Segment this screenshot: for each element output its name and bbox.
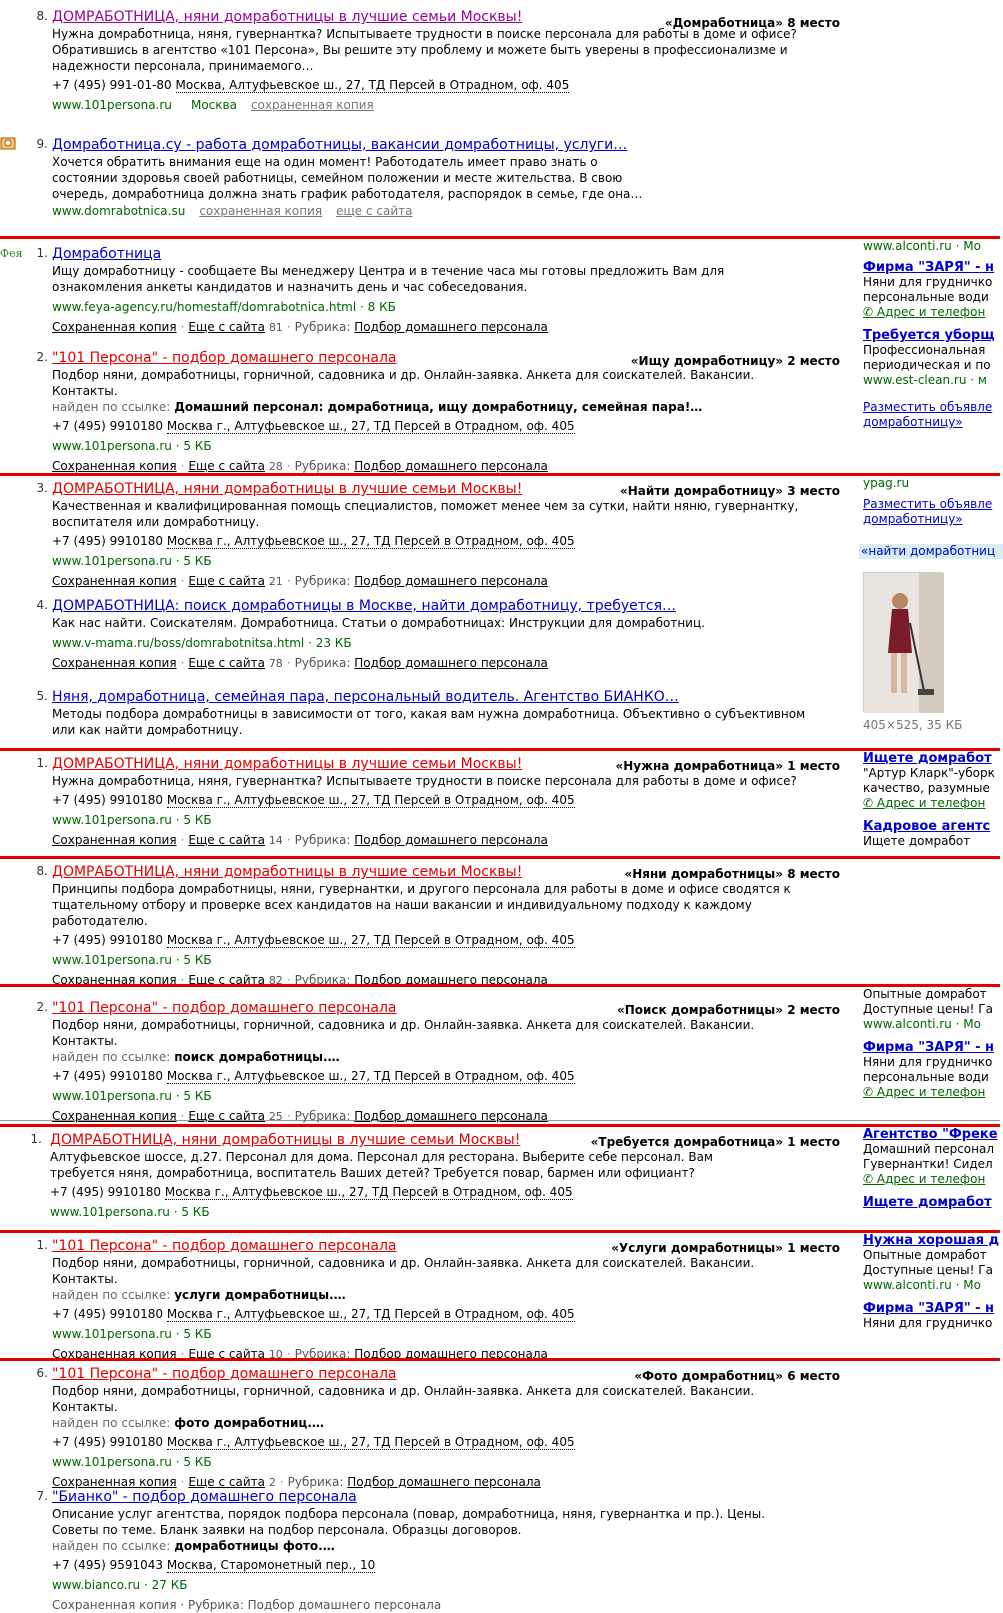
result-title-link[interactable]: ДОМРАБОТНИЦА: поиск домработницы в Москве, найти домработницу, требуется… [52,598,677,614]
result-url-row: www.101persona.ru · 5 КБ [52,1455,212,1469]
result-url[interactable]: www.101persona.ru [52,953,172,967]
rubric-label: Рубрика: [287,1475,344,1489]
address-link[interactable]: Москва г., Алтуфьевское ш., 27, ТД Персей в Отрадном, оф. 405 [164,1185,573,1199]
ad-text: периодическая и по [863,358,991,372]
phone: +7 (495) 9910180 [52,793,164,807]
result-links: Сохраненная копия · Еще с сайта 28 · Рубрика: Подбор домашнего персонала [52,459,548,473]
phone: +7 (495) 9910180 [52,1069,164,1083]
result-url[interactable]: www.101persona.ru [52,439,172,453]
result-contact [52,1434,860,1450]
phone: +7 (495) 9910180 [50,1185,162,1199]
ad-text: Няни для грудничко [863,1055,993,1069]
position-badge: «Нужна домработница» 1 место [615,759,840,773]
ad-url[interactable]: www.alconti.ru · Мо [863,1017,981,1031]
more-from-site-link[interactable]: Еще с сайта [188,833,265,847]
address-link[interactable]: Москва г., Алтуфьевское ш., 27, ТД Персей в Отрадном, оф. 405 [166,1435,575,1449]
result-url-row: www.101persona.ru · 5 КБ [52,439,212,453]
results-block-1 [0,0,1000,236]
result-url[interactable]: www.101persona.ru [52,1089,172,1103]
position-badge: «Поиск домработницы» 2 место [616,1003,840,1017]
page-size: 5 КБ [183,439,212,453]
result-url-row: www.bianco.ru · 27 КБ [52,1578,188,1592]
more-count: 25 [268,1110,283,1123]
found-by-link [52,1538,860,1554]
result-links: Сохраненная копия · Еще с сайта 14 · Рубрика: Подбор домашнего персонала [52,833,548,847]
ad-column [863,1233,1003,1331]
more-from-site-link[interactable]: Еще с сайта [188,1109,265,1123]
region: Москва [190,98,237,112]
result-snippet: Подбор няни, домработницы, горничной, садовника и др. Онлайн-заявка. Анкета для соискателей. Вакансии. Контакты. [52,1256,755,1286]
ad-title[interactable]: Требуется уборщ [863,328,995,343]
phone: +7 (495) 9910180 [52,419,164,433]
cached-copy-link[interactable]: Сохраненная копия [52,656,177,670]
ad-title[interactable]: Кадровое агентс [863,819,991,834]
more-from-site-link[interactable]: Еще с сайта [188,574,265,588]
image-thumbnail[interactable] [863,572,943,712]
result-url[interactable]: www.domrabotnica.su [52,204,186,218]
result-contact [52,418,860,434]
page-size: 5 КБ [183,1327,212,1341]
found-label: найден по ссылке: [52,1288,171,1302]
phone-icon: ✆ [863,305,874,319]
result-title-link[interactable]: ДОМРАБОТНИЦА, няни домработницы в лучшие семьи Москвы! [52,864,523,880]
more-from-site-link[interactable]: Еще с сайта [188,656,265,670]
result-url-row [52,97,860,113]
ad-title[interactable]: Ищете домработ [863,751,992,766]
result-number: 6. [36,1366,48,1380]
result-url[interactable]: www.v-mama.ru/boss/domrabotnitsa.html [52,636,305,650]
rubric-link[interactable]: Подбор домашнего персонала [354,656,548,670]
result-contact [52,533,860,549]
results-block-6 [0,984,1000,1121]
ad-text: Опытные домработ [863,1248,987,1262]
result-title-link[interactable]: "101 Персона" - подбор домашнего персонала [52,350,397,366]
ad-text: Ищете домработ [863,834,971,848]
address-link[interactable]: Москва, Алтуфьевское ш., 27, ТД Персей в Отрадном, оф. 405 [175,78,570,92]
position-badge: «Требуется домработница» 1 место [590,1135,840,1149]
rubric-link[interactable]: Подбор домашнего персонала [354,1109,548,1123]
result-contact [50,1184,860,1200]
result-snippet: Методы подбора домработницы в зависимости от того, какая вам нужна домработница. Объективно о субъективном или как найти домработницу. [52,707,806,737]
ad-text: Опытные домработ [863,987,987,1001]
page-size: 5 КБ [183,554,212,568]
result-snippet: Нужна домработница, няня, гувернантка? Испытываете трудности в поиске персонала для работы в доме и офисе? Обратившись в агентство «101 Персона», Вы решите эту проблему и можете быть уверены в профессионализме и надежности персонала, принимаемого… [52,27,797,73]
page-size: 23 КБ [315,636,352,650]
ad-contact-label: Адрес и телефон [876,1085,986,1099]
found-text: фото домработниц.… [174,1416,324,1430]
ad-text: Няни для грудничко [863,275,993,289]
found-label: найден по ссылке: [52,1416,171,1430]
cached-copy-link[interactable]: сохраненная копия [250,98,374,112]
more-count: 14 [268,834,283,847]
more-count: 82 [268,974,283,987]
result-title-link[interactable]: "101 Персона" - подбор домашнего персонала [52,1238,397,1254]
result-contact [52,1557,860,1573]
address-link[interactable]: Москва г., Алтуфьевское ш., 27, ТД Персей в Отрадном, оф. 405 [166,793,575,807]
more-from-site-link[interactable]: Еще с сайта [188,1347,265,1361]
address-link[interactable]: Москва г., Алтуфьевское ш., 27, ТД Персей в Отрадном, оф. 405 [166,1307,575,1321]
result-number: 1. [36,756,48,770]
ad-text: персональные води [863,290,989,304]
phone: +7 (495) 9910180 [52,1307,164,1321]
phone: +7 (495) 9910180 [52,933,164,947]
result-url-row: www.101persona.ru · 5 КБ [50,1205,210,1219]
ad-url[interactable]: ypag.ru [863,476,910,490]
result-snippet: Алтуфьевское шоссе, д.27. Персонал для дома. Персонал для ресторана. Выберите себе персонал. Вам требуется няня, домработница, воспитатель Ваших детей? Требуется повар, бармен или официант? [50,1150,713,1180]
result-number: 8. [36,9,48,23]
cached-copy-link[interactable]: Сохраненная копия [52,833,177,847]
rubric-link[interactable]: Подбор домашнего персонала [354,833,548,847]
cached-copy-link[interactable]: Сохраненная копия [52,973,177,987]
found-by-link [52,1287,860,1303]
result-snippet: Хочется обратить внимания еще на один момент! Работодатель имеет право знать о состоянии здоровья своей работницы, семейном положении и месте жительства. В свою очередь, домработница должна знать график работодателя, распорядок в семье, где она… [52,155,643,201]
address-link[interactable]: Москва г., Алтуфьевское ш., 27, ТД Персей в Отрадном, оф. 405 [166,933,575,947]
result-title-link[interactable]: ДОМРАБОТНИЦА, няни домработницы в лучшие семьи Москвы! [52,481,523,497]
search-result [0,1488,860,1613]
found-text: услуги домработницы.… [174,1288,346,1302]
found-by-link [52,1415,860,1431]
ad-title[interactable]: Ищете домработ [863,1195,992,1210]
svg-text:Фея: Фея [0,247,23,260]
results-block-5 [0,856,1000,987]
result-url-row: www.101persona.ru · 5 КБ [52,953,212,967]
ad-contact-link[interactable] [863,796,1003,811]
more-count: 28 [268,460,283,473]
search-result [0,136,860,219]
more-from-site-link[interactable]: еще с сайта [336,204,413,218]
place-ad-link[interactable]: Разместить объявле [863,400,993,414]
page-size: 5 КБ [181,1205,210,1219]
more-from-site-link[interactable]: Еще с сайта [188,1475,265,1489]
result-number: 2. [36,1000,48,1014]
more-count: 21 [268,575,283,588]
ad-title[interactable]: Фирма "ЗАРЯ" - н [863,1040,995,1055]
result-snippet: Подбор няни, домработницы, горничной, садовника и др. Онлайн-заявка. Анкета для соискателей. Вакансии. Контакты. [52,368,755,398]
ad-title[interactable]: Агентство "Фреке [863,1127,998,1142]
result-url[interactable]: www.101persona.ru [52,1327,172,1341]
address-link[interactable]: Москва г., Алтуфьевское ш., 27, ТД Персей в Отрадном, оф. 405 [166,1069,575,1083]
result-title-link[interactable]: Няня, домработница, семейная пара, персональный водитель. Агентство БИАНКО… [52,689,679,705]
rubric-label: Рубрика: [294,574,351,588]
place-ad-link-2[interactable]: домработницу» [863,512,963,526]
result-snippet: Принципы подбора домработницы, няни, гувернантки, и другого персонала для работы в доме и офисе сводятся к тщательному отбору и проверке всех кандидатов на наши вакансии и индивидуальному подходу к каждому работодателю. [52,882,791,928]
cached-copy-link[interactable]: сохраненная копия [199,204,323,218]
result-number: 1. [36,246,48,260]
maid-vacuum-photo-icon [864,573,944,713]
result-snippet: Нужна домработница, няня, гувернантка? Испытываете трудности в поиске персонала для работы в доме и офисе? [52,774,797,788]
results-block-9 [0,1358,1000,1612]
result-url-row: www.101persona.ru · 5 КБ [52,1327,212,1341]
address-link[interactable]: Москва г., Алтуфьевское ш., 27, ТД Персей в Отрадном, оф. 405 [166,534,575,548]
result-links: Сохраненная копия · Еще с сайта 81 · Рубрика: Подбор домашнего персонала [52,320,548,334]
more-from-site-link[interactable]: Еще с сайта [188,320,265,334]
found-by-link [52,399,860,415]
result-links: Сохраненная копия · Еще с сайта 10 · Рубрика: Подбор домашнего персонала [52,1347,548,1361]
address-link[interactable]: Москва, Старомонетный пер., 10 [166,1558,376,1572]
result-number: 7. [36,1489,48,1503]
rubric-label: Рубрика: [294,320,351,334]
ad-text: персональные води [863,1070,989,1084]
found-text: Домашний персонал: домработница, ищу домработницу, семейная пара!… [174,400,703,414]
ad-title[interactable]: Фирма "ЗАРЯ" - н [863,1301,995,1316]
position-badge: «Домработница» 8 место [664,16,840,30]
phone-icon: ✆ [863,1085,874,1099]
ad-text: Домашний персонал [863,1142,995,1156]
results-block-8 [0,1230,1000,1361]
ad-text: Профессиональная [863,343,986,357]
result-number: 1. [30,1132,42,1146]
result-snippet: Качественная и квалифицированная помощь специалистов, поможет менее чем за сутки, найти няню, гувернантку, воспитателя или домработницу. [52,499,799,529]
image-results-header[interactable]: «найти домработниц [859,544,1003,559]
result-title-link[interactable]: ДОМРАБОТНИЦА, няни домработницы в лучшие семьи Москвы! [50,1132,521,1148]
result-url-row: www.feya-agency.ru/homestaff/domrabotnica.html · 8 КБ [52,300,396,314]
cached-copy-link[interactable]: Сохраненная копия [52,1475,177,1489]
results-block-2 [0,236,1000,473]
page-size: 5 КБ [183,813,212,827]
rubric-link[interactable]: Подбор домашнего персонала [354,459,548,473]
phone: +7 (495) 9591043 [52,1558,164,1572]
result-title-link[interactable]: "101 Персона" - подбор домашнего персонала [52,1366,397,1382]
search-result [0,597,860,672]
result-number: 3. [36,481,48,495]
ad-contact-link[interactable] [863,1172,1003,1187]
ad-text: Доступные цены! Га [863,1263,993,1277]
page-size: 27 КБ [151,1578,188,1592]
ad-column [863,987,1003,1100]
result-title-link[interactable]: "Бианко" - подбор домашнего персонала [52,1489,357,1505]
page-size: 5 КБ [183,1455,212,1469]
page-size: 5 КБ [183,953,212,967]
result-title-link[interactable]: Домработница.су - работа домработницы, вакансии домработницы, услуги… [52,137,628,153]
ad-contact-link[interactable] [863,1085,1003,1100]
image-caption: 405×525, 35 КБ [863,718,963,732]
result-snippet: Как нас найти. Соискателям. Домработница. Статьи о домработницах: Инструкции для домработниц. [52,616,705,630]
result-number: 1. [36,1238,48,1252]
cached-copy-link[interactable]: Сохраненная копия [52,320,177,334]
result-links: Сохраненная копия · Еще с сайта 78 · Рубрика: Подбор домашнего персонала [52,656,548,670]
rubric-link[interactable]: Подбор домашнего персонала [354,320,548,334]
results-block-3 [0,473,1000,748]
result-number: 5. [36,689,48,703]
rubric-label: Рубрика: [294,656,351,670]
ad-column [863,239,1003,430]
ad-contact-label: Адрес и телефон [876,796,986,810]
result-snippet: Подбор няни, домработницы, горничной, садовника и др. Онлайн-заявка. Анкета для соискателей. Вакансии. Контакты. [52,1384,755,1414]
search-result [0,688,860,738]
result-snippet: Подбор няни, домработницы, горничной, садовника и др. Онлайн-заявка. Анкета для соискателей. Вакансии. Контакты. [52,1018,755,1048]
more-count: 78 [268,657,283,670]
phone-icon: ✆ [863,796,874,810]
result-url[interactable]: www.101persona.ru [52,98,172,112]
ad-url[interactable]: www.alconti.ru · Мо [863,1278,981,1292]
cached-copy-link[interactable]: Сохраненная копия [52,459,177,473]
ad-title[interactable]: Нужна хорошая д [863,1233,1000,1248]
rubric-label: Рубрика: [294,1347,351,1361]
found-label: найден по ссылке: [52,1539,171,1553]
more-count: 2 [268,1476,276,1489]
address-link[interactable]: Москва г., Алтуфьевское ш., 27, ТД Персей в Отрадном, оф. 405 [166,419,575,433]
ad-contact-label: Адрес и телефон [876,1172,986,1186]
more-from-site-link[interactable]: Еще с сайта [188,973,265,987]
ad-contact-link[interactable] [863,305,1003,320]
found-by-link [52,1049,860,1065]
result-url-row: www.101persona.ru · 5 КБ [52,554,212,568]
result-url-row: www.101persona.ru · 5 КБ [52,1089,212,1103]
rubric-link[interactable]: Подбор домашнего персонала [354,1347,548,1361]
phone-icon: ✆ [863,1172,874,1186]
result-title-link[interactable]: "101 Персона" - подбор домашнего персонала [52,1000,397,1016]
more-from-site-link[interactable]: Еще с сайта [188,459,265,473]
position-badge: «Найти домработницу» 3 место [620,484,840,498]
found-label: найден по ссылке: [52,1050,171,1064]
position-badge: «Няни домработницы» 8 место [624,867,840,881]
more-count: 81 [268,321,283,334]
place-ad-link-2[interactable]: домработницу» [863,415,963,429]
ad-text: Доступные цены! Га [863,1002,993,1016]
phone: +7 (495) 991-01-80 [52,78,172,92]
result-number: 4. [36,598,48,612]
result-snippet: Описание услуг агентства, порядок подбора персонала (повар, домработница, няня, гувернантка и пр.). Цены. Советы по теме. Бланк заявки на подбор персонала. Образцы договоров. [52,1507,766,1537]
result-links: Сохраненная копия · Еще с сайта 2 · Рубрика: Подбор домашнего персонала [52,1475,541,1489]
result-links: Сохраненная копия · Еще с сайта 21 · Рубрика: Подбор домашнего персонала [52,574,548,588]
result-snippet: Ищу домработницу - сообщаете Вы менеджеру Центра и в течение часа мы готовы предложить Вам для ознакомления анкеты кандидатов и назначить день и час собеседования. [52,264,725,294]
cached-copy-link[interactable]: Сохраненная копия [52,574,177,588]
rubric-link[interactable]: Подбор домашнего персонала [354,574,548,588]
page-size: 5 КБ [183,1089,212,1103]
ad-column [863,751,1003,849]
result-links: Сохраненная копия · Рубрика: Подбор домашнего персонала [52,1598,442,1612]
more-count: 10 [268,1348,283,1361]
found-label: найден по ссылке: [52,400,171,414]
found-text: домработницы фото.… [174,1539,335,1553]
ad-text: качество, разумные [863,781,990,795]
result-contact [52,792,860,808]
ad-url[interactable]: www.est-clean.ru · м [863,373,987,387]
result-contact [52,77,860,93]
found-text: поиск домработницы.… [174,1050,340,1064]
result-number: 8. [36,864,48,878]
rubric-label: Рубрика: [294,459,351,473]
result-title-link[interactable]: ДОМРАБОТНИЦА, няни домработницы в лучшие семьи Москвы! [52,756,523,772]
result-url-row [52,203,860,219]
ad-text: Няни для грудничко [863,1316,993,1330]
position-badge: «Ищу домработницу» 2 место [630,354,840,368]
result-number: 9. [36,137,48,151]
rubric-link[interactable]: Подбор домашнего персонала [354,973,548,987]
ad-column [863,1127,1003,1210]
result-url[interactable]: www.101persona.ru [52,813,172,827]
result-contact [52,1306,860,1322]
result-url[interactable]: www.bianco.ru [52,1578,141,1592]
rubric-label: Рубрика: [294,973,351,987]
ad-text: "Артур Кларк"-уборк [863,766,995,780]
result-url[interactable]: www.101persona.ru [52,554,172,568]
ad-contact-label: Адрес и телефон [876,305,986,319]
rubric-link[interactable]: Подбор домашнего персонала [347,1475,541,1489]
result-title-link[interactable]: Домработница [52,246,162,262]
ad-text: Гувернантки! Сидел [863,1157,993,1171]
place-ad-link[interactable]: Разместить объявле [863,497,993,511]
cached-copy-link[interactable]: Сохраненная копия [52,1109,177,1123]
result-url[interactable]: www.feya-agency.ru/homestaff/domrabotnica.html [52,300,357,314]
result-url[interactable]: www.101persona.ru [50,1205,170,1219]
ad-url[interactable]: www.alconti.ru · Мо [863,239,981,253]
result-number: 2. [36,350,48,364]
ad-column [863,476,1003,559]
result-title-link[interactable]: ДОМРАБОТНИЦА, няни домработницы в лучшие семьи Москвы! [52,9,523,25]
result-url-row: www.101persona.ru · 5 КБ [52,813,212,827]
ad-title[interactable]: Фирма "ЗАРЯ" - н [863,260,995,275]
search-result [0,245,860,336]
rubric-label: Рубрика: [294,1109,351,1123]
phone: +7 (495) 9910180 [52,1435,164,1449]
result-url-row: www.v-mama.ru/boss/domrabotnitsa.html · 23 КБ [52,636,352,650]
result-links: Сохраненная копия · Еще с сайта 25 · Рубрика: Подбор домашнего персонала [52,1109,548,1123]
result-url[interactable]: www.101persona.ru [52,1455,172,1469]
result-contact [52,932,860,948]
phone: +7 (495) 9910180 [52,534,164,548]
results-block-7 [0,1124,1000,1230]
rubric-label: Рубрика: [294,833,351,847]
results-block-4 [0,748,1000,856]
cached-copy-link[interactable]: Сохраненная копия [52,1347,177,1361]
result-contact [52,1068,860,1084]
position-badge: «Услуги домработницы» 1 место [611,1241,840,1255]
result-links: Сохраненная копия · Еще с сайта 82 · Рубрика: Подбор домашнего персонала [52,973,548,987]
position-badge: «Фото домработниц» 6 место [634,1369,840,1383]
page-size: 8 КБ [367,300,396,314]
